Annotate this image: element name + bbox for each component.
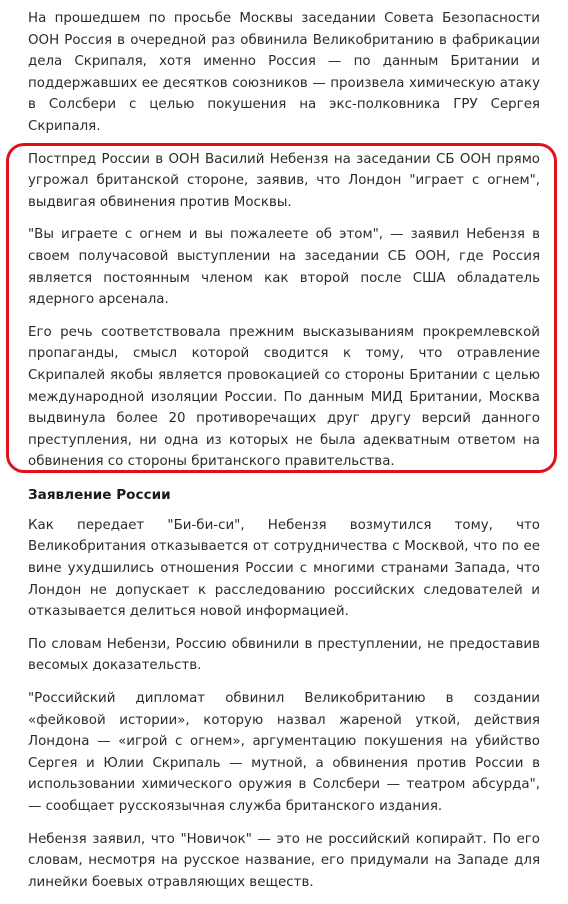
intro-paragraph: На прошедшем по просьбе Москвы заседании Совета Безопасности ООН Россия в очередной раз обвинила Великобританию в фабрикации дела Скрипаля, хотя именно Россия — по данным Британии и поддержавших ее десятков союзников — произвела химическую атаку в Солсбери с целью покушения на экс-полковника ГРУ Сергея Скрипаля. <box>28 11 540 134</box>
section-paragraph-2: По словам Небензи, Россию обвинили в преступлении, не предоставив весомых доказательств. <box>28 636 540 674</box>
article-body <box>28 8 540 904</box>
section-paragraph-4: Небензя заявил, что "Новичок" — это не российский копирайт. По его словам, несмотря на русское название, его придумали на Западе для линейки боевых отравляющих веществ. <box>28 831 540 890</box>
highlighted-quote-block <box>28 149 540 473</box>
highlighted-paragraph-2: "Вы играете с огнем и вы пожалеете об этом", — заявил Небензя в своем получасовой выступлении на заседании СБ ООН, где Россия является постоянным членом как второй после США обладатель ядерного арсенала. <box>28 227 540 308</box>
section-paragraph-1: Как передает "Би-би-си", Небензя возмутился тому, что Великобритания отказывается от сотрудничества с Москвой, что по ее вине ухудшились отношения России с многими странами Запада, что Лондон не допускает к расследованию российских следователей и отказывается делиться новой информацией. <box>28 517 540 620</box>
highlighted-paragraph-1: Постпред России в ООН Василий Небензя на заседании СБ ООН прямо угрожал британской стороне, заявив, что Лондон "играет с огнем", выдвигая обвинения против Москвы. <box>28 151 540 210</box>
highlighted-paragraph-3: Его речь соответствовала прежним высказываниям прокремлевской пропаганды, смысл которой сводится к тому, что отравление Скрипалей якобы является провокацией со стороны Британии с целью международной изоляции России. По данным МИД Британии, Москва выдвинула более 20 противоречащих друг другу версий данного преступления, ни одна из которых не была адекватным ответом на обвинения со стороны британского правительства. <box>28 324 540 470</box>
section-paragraph-3: "Российский дипломат обвинил Великобританию в создании «фейковой истории», которую назвал жареной уткой, действия Лондона — «игрой с огнем», аргументацию покушения на убийство Сергея и Юлии Скрипаль — мутной, а обвинения против России в использовании химического оружия в Солсбери — театром абсурда", — сообщает русскоязычная служба британского издания. <box>28 691 540 814</box>
section-heading: Заявление России <box>28 486 171 503</box>
